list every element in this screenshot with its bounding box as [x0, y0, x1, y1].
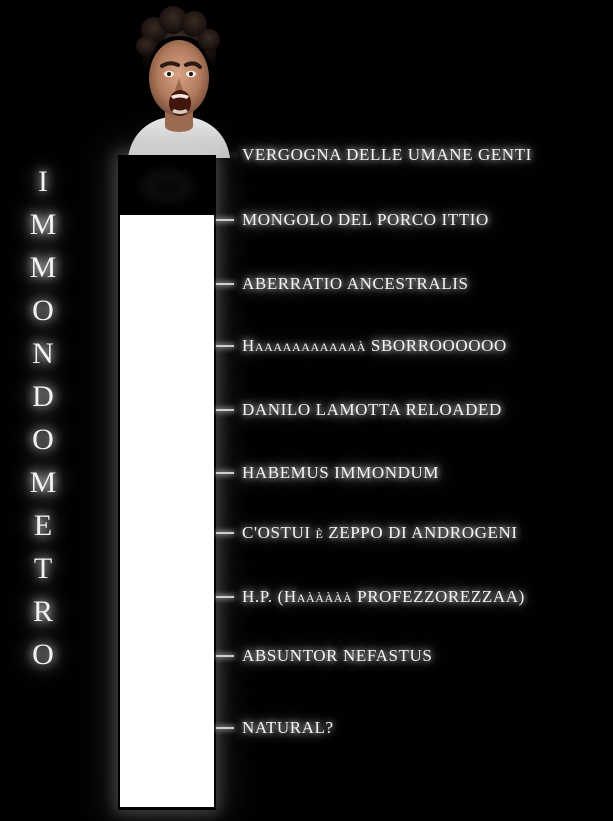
title-letter: E — [33, 509, 53, 542]
scale-level-label: ABSUNTOR NEFASTUS — [242, 646, 433, 665]
scale-level-4 — [216, 397, 502, 423]
scale-level-5 — [216, 460, 439, 486]
title-letter: R — [32, 595, 53, 628]
tick-mark-icon — [216, 219, 234, 221]
tick-mark-icon — [216, 472, 234, 474]
meter-smudge — [136, 166, 198, 206]
title-letter: N — [32, 337, 54, 370]
tick-mark-icon — [216, 532, 234, 534]
title-letter: M — [29, 251, 57, 284]
scale-level-label: HABEMUS IMMONDUM — [242, 463, 440, 482]
scale-level-3 — [216, 333, 507, 359]
title-letter: I — [38, 165, 48, 198]
scale-level-0 — [216, 142, 532, 168]
scale-level-2 — [216, 271, 469, 297]
scale-level-1 — [216, 207, 489, 233]
scale-level-label: C'OSTUI è ZEPPO DI ANDROGENI — [242, 523, 518, 542]
tick-mark-icon — [216, 655, 234, 657]
title-letter: O — [32, 638, 54, 671]
title-letter: M — [29, 466, 57, 499]
scale-level-label: VERGOGNA DELLE UMANE GENTI — [242, 145, 532, 164]
scale-level-label: ABERRATIO ANCESTRALIS — [242, 274, 469, 293]
scale-level-label: NATURAL? — [242, 718, 334, 737]
tick-mark-icon — [216, 727, 234, 729]
title-letter: O — [32, 294, 54, 327]
shouting-man-photo — [118, 0, 240, 158]
title-letter: T — [33, 552, 53, 585]
title-letter: O — [32, 423, 54, 456]
meter-fill-bar — [120, 215, 214, 807]
scale-level-6 — [216, 520, 518, 546]
scale-level-7 — [216, 584, 525, 610]
scale-level-label: DANILO LAMOTTA RELOADED — [242, 400, 502, 419]
tick-mark-icon — [216, 345, 234, 347]
vertical-title — [8, 160, 78, 676]
scale-level-8 — [216, 643, 432, 669]
tick-mark-icon — [216, 283, 234, 285]
scale-level-label: Haaaaaaaaaaaà SBORROOOOOO — [242, 336, 507, 355]
scale-level-label: H.P. (Haààààà PROFEZZOREZZAA) — [242, 587, 525, 606]
scale-level-label: MONGOLO DEL PORCO ITTIO — [242, 210, 489, 229]
tick-mark-icon — [216, 409, 234, 411]
scale-level-9 — [216, 715, 334, 741]
tick-mark-icon — [216, 596, 234, 598]
title-letter: M — [29, 208, 57, 241]
title-letter: D — [32, 380, 54, 413]
